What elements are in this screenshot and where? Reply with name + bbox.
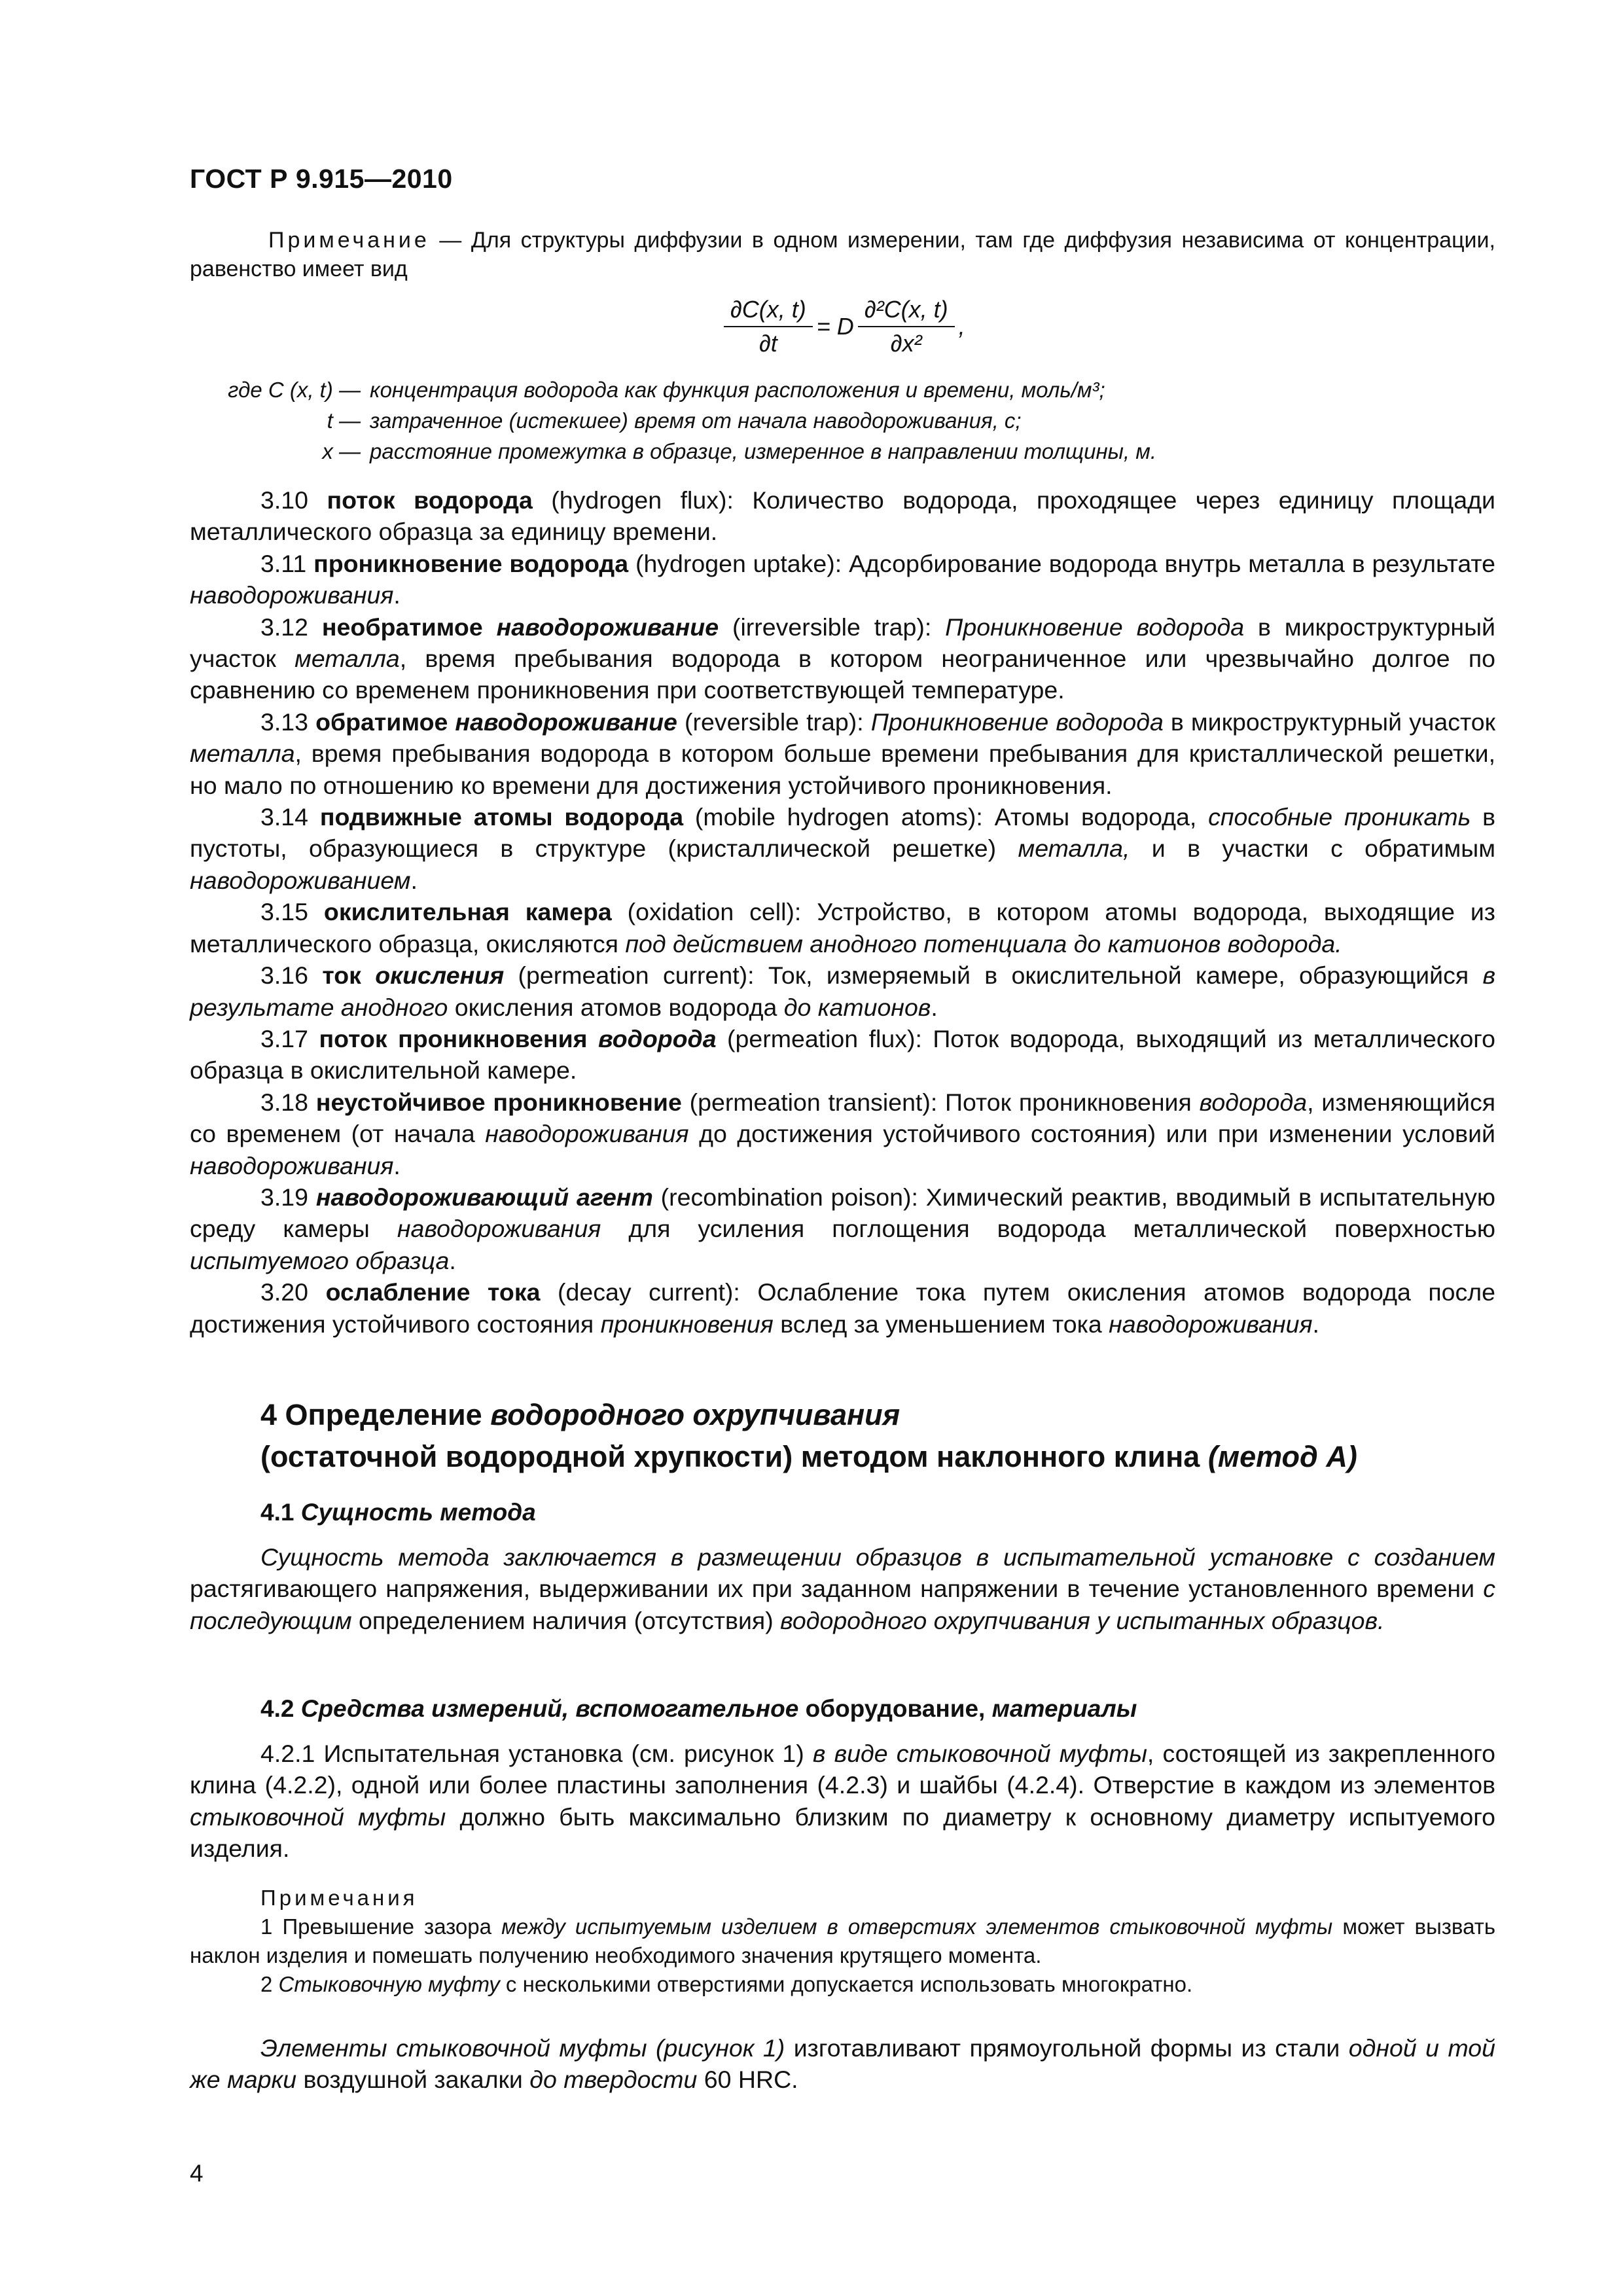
document-code: ГОСТ Р 9.915—2010 bbox=[190, 164, 453, 194]
subsection-4-1-title: 4.1 Сущность метода bbox=[260, 1499, 536, 1526]
note-2: 2 Стыковочную муфту с несколькими отверстиями допускается использовать многократно. bbox=[260, 1972, 1193, 1996]
formula-equals: = D bbox=[816, 313, 854, 340]
term-3-17: 3.17 поток проникновения водорода (permeation flux): Поток водорода, выходящий из металлического образца в окислительной камере. bbox=[190, 1024, 1496, 1085]
term-3-14: 3.14 подвижные атомы водорода (mobile hydrogen atoms): Атомы водорода, способные проникать в пустоты, образующиеся в структуре (кристаллической решетке) металла, и в участки с обратимым наводороживанием. bbox=[190, 803, 1496, 894]
section-4-heading: 4 Определение водородного охрупчивания (остаточной водородной хрупкости) методом наклонного клина (метод А) bbox=[260, 1398, 1357, 1473]
term-3-13: 3.13 обратимое наводороживание (reversible trap): Проникновение водорода в микроструктурный участок металла, время пребывания водорода в котором больше времени пребывания для кристаллической решетки, но мало по отношению ко времени для достижения устойчивого проникновения. bbox=[190, 708, 1496, 799]
notes-block bbox=[190, 1884, 1495, 1999]
term-3-19: 3.19 наводороживающий агент (recombination poison): Химический реактив, вводимый в испытательную среду камеры наводороживания для усиления поглощения водорода металлической поверхностью испытуемого образца. bbox=[190, 1183, 1495, 1274]
term-3-11: 3.11 проникновение водорода (hydrogen uptake): Адсорбирование водорода внутрь металла в результате наводороживания. bbox=[190, 549, 1496, 609]
notes-label: Примечания bbox=[260, 1886, 418, 1910]
term-3-10: 3.10 поток водорода (hydrogen flux): Количество водорода, проходящее через единицу площади металлического образца за единицу времени. bbox=[190, 486, 1495, 546]
subsection-4-1-text: Сущность метода заключается в размещении образцов в испытательной установке с созданием растягивающего напряжения, выдерживании их при заданном напряжении в течение установленного времени с последующим определением наличия (отсутствия) водородного охрупчивания у испытанных образцов. bbox=[190, 1543, 1495, 1634]
formula-lhs: $\frac{\partial C(x, t)}{\partial t}$ bbox=[724, 296, 813, 357]
variable-definitions bbox=[190, 374, 1495, 467]
note-block bbox=[190, 226, 1495, 283]
list-item: x — расстояние промежутка в образце, измеренное в направлении толщины, м. bbox=[322, 439, 1157, 463]
note-1: 1 Превышение зазора между испытуемым изделием в отверстиях элементов стыковочной муфты может вызвать наклон изделия и помешать получению необходимого значения крутящего момента. bbox=[190, 1914, 1496, 1967]
subsection-4-2-title: 4.2 Средства измерений, вспомогательное оборудование, материалы bbox=[260, 1695, 1137, 1722]
page-number: 4 bbox=[190, 2160, 204, 2187]
term-3-15: 3.15 окислительная камера (oxidation cell): Устройство, в котором атомы водорода, выходящие из металлического образца, окисляются под действием анодного потенциала до катионов водорода. bbox=[190, 898, 1496, 958]
term-3-12: 3.12 необратимое наводороживание (irreversible trap): Проникновение водорода в микроструктурный участок металла, время пребывания водорода в котором неограниченное или чрезвычайно долгое по сравнению со временем проникновения при соответствующей температуре. bbox=[190, 613, 1495, 704]
note-label: Примечание bbox=[268, 228, 430, 253]
note-text: Примечание — Для структуры диффузии в одном измерении, там где диффузия независима от концентрации, равенство имеет вид bbox=[190, 228, 1495, 281]
list-item: t — затраченное (истекшее) время от начала наводороживания, с; bbox=[327, 408, 1022, 433]
formula-rhs: $\frac{\text{∂²C(x, t)}}{\text{∂x²}}$ bbox=[858, 296, 955, 357]
final-paragraph: Элементы стыковочной муфты (рисунок 1) изготавливают прямоугольной формы из стали одной и той же марки воздушной закалки до твердости 60 HRC. bbox=[190, 2034, 1495, 2094]
subsection-4-2-1-text: 4.2.1 Испытательная установка (см. рисунок 1) в виде стыковочной муфты, состоящей из закрепленного клина (4.2.2), одной или более пластины заполнения (4.2.3) и шайбы (4.2.4). Отверстие в каждом из элементов стыковочной муфты должно быть максимально близким по диаметру к основному диаметру испытуемого изделия. bbox=[190, 1740, 1495, 1863]
term-3-16: 3.16 ток окисления (permeation current): Ток, измеряемый в окислительной камере, образующийся в результате анодного окисления атомов водорода до катионов. bbox=[190, 961, 1496, 1021]
terms-section bbox=[190, 484, 1495, 1340]
diffusion-formula: $\frac{\partial C(x, t)}{\partial t}$ = D $\frac{\text{∂²C(x, t)}}{\text{∂x²}}$ , bbox=[720, 296, 965, 357]
list-item: где C (x, t) — концентрация водорода как функция расположения и времени, моль/м³; bbox=[228, 378, 1105, 402]
term-3-18: 3.18 неустойчивое проникновение (permeation transient): Поток проникновения водорода, изменяющийся со временем (от начала наводороживания до достижения устойчивого состояния) или при изменении условий наводороживания. bbox=[190, 1088, 1496, 1179]
term-3-20: 3.20 ослабление тока (decay current): Ослабление тока путем окисления атомов водорода после достижения устойчивого состояния проникновения вслед за уменьшением тока наводороживания. bbox=[190, 1278, 1496, 1338]
